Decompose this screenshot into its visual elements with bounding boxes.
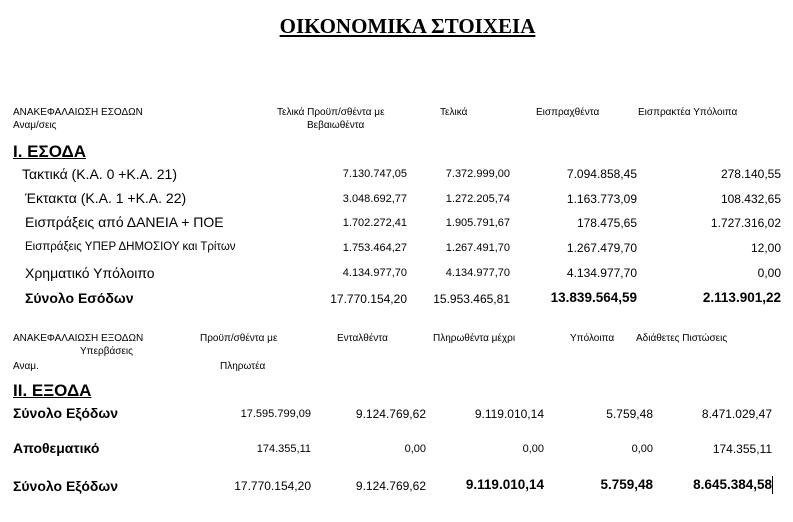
revenue-col3-header: Εισπραχθέντα [536, 107, 600, 118]
revenue-row-label: Έκτακτα (Κ.Α. 1 +Κ.Α. 22) [25, 190, 187, 206]
revenue-total-value: 17.770.154,20 [330, 292, 407, 306]
revenue-col2-header: Τελικά [440, 107, 468, 118]
expenses-col1-subheader: Πληρωτέα [220, 361, 266, 372]
revenue-col1-subheader: Βεβαιωθέντα [307, 120, 365, 131]
expenses-row-value: 5.759,48 [606, 407, 653, 421]
expenses-row-value: 0,00 [522, 443, 544, 455]
revenue-row-label: Εισπράξεις ΥΠΕΡ ΔΗΜΟΣΙΟΥ και Τρίτων [25, 241, 236, 253]
revenue-row-value: 7.094.858,45 [566, 167, 637, 181]
revenue-total-value: 13.839.564,59 [550, 290, 637, 305]
revenue-row-value: 1.727.316,02 [710, 216, 781, 230]
revenue-row-value: 4.134.977,70 [566, 266, 637, 280]
expenses-total-value: 9.119.010,14 [465, 477, 544, 492]
revenue-total-value: 15.953.465,81 [433, 292, 510, 306]
expenses-row-value: 17.595.799,09 [240, 408, 311, 420]
expenses-total-value: 9.124.769,62 [355, 479, 426, 493]
revenue-row-value: 178.475,65 [576, 216, 637, 230]
revenue-row-value: 1.272.205,74 [445, 193, 510, 205]
revenue-row-value: 12,00 [750, 241, 781, 255]
revenue-row-value: 1.163.773,09 [566, 192, 637, 206]
revenue-col4-header: Εισπρακτέα Υπόλοιπα [638, 107, 738, 118]
expenses-total-label: Σύνολο Εξόδων [13, 478, 118, 494]
revenue-row-value: 1.267.491,70 [445, 242, 510, 254]
revenue-summary-header: ΑΝΑΚΕΦΑΛΑΙΩΣΗ ΕΣΟΔΩΝ [13, 107, 143, 118]
expenses-col2-header: Ενταλθέντα [337, 333, 388, 344]
expenses-row-value: 9.124.769,62 [355, 407, 426, 421]
expenses-row-label: Σύνολο Εξόδων [13, 405, 118, 421]
revenue-col1-header: Τελικά Προϋπ/σθέντα με [277, 107, 385, 118]
revenue-total-value: 2.113.901,22 [702, 290, 781, 305]
text-cursor [772, 476, 773, 494]
revenue-row-label: Εισπράξεις από ΔΑΝΕΙΑ + ΠΟΕ [25, 214, 224, 230]
revenue-section-title: Ι. ΕΣΟΔΑ [13, 142, 86, 161]
revenue-row-value: 278.140,55 [720, 167, 781, 181]
expenses-total-value: 8.645.384,58 [693, 477, 772, 492]
revenue-row-value: 1.753.464,27 [342, 242, 407, 254]
expenses-summary-header: ΑΝΑΚΕΦΑΛΑΙΩΣΗ ΕΞΟΔΩΝ [13, 333, 144, 344]
revenue-row-value: 4.134.977,70 [445, 267, 510, 279]
revenue-total-label: Σύνολο Εσόδων [25, 290, 134, 306]
expenses-col1-header: Προϋπ/σθέντα με [200, 333, 278, 344]
expenses-row-value: 0,00 [631, 443, 653, 455]
revenue-row-label: Τακτικά (Κ.Α. 0 +Κ.Α. 21) [22, 166, 177, 182]
revenue-row-value: 108.432,65 [720, 192, 781, 206]
expenses-col3-header: Πληρωθέντα μέχρι [433, 333, 516, 344]
expenses-total-value: 17.770.154,20 [234, 479, 311, 493]
expenses-section-title: ΙΙ. ΕΞΟΔΑ [13, 381, 92, 400]
revenue-row-value: 0,00 [757, 266, 781, 280]
page-title: ΟΙΚΟΝΟΜΙΚΑ ΣΤΟΙΧΕΙΑ [279, 14, 536, 38]
expenses-sub-header: Αναμ. [13, 361, 39, 372]
revenue-row-value: 3.048.692,77 [342, 193, 407, 205]
expenses-row-value: 0,00 [404, 443, 426, 455]
expenses-col5-header: Αδιάθετες Πιστώσεις [636, 333, 728, 344]
expenses-col4-header: Υπόλοιπα [570, 333, 615, 344]
expenses-row-value: 174.355,11 [256, 443, 311, 455]
expenses-row-value: 8.471.029,47 [701, 407, 772, 421]
expenses-row-label: Αποθεματικό [13, 440, 100, 456]
expenses-row-value: 174.355,11 [712, 442, 772, 456]
revenue-row-value: 7.372.999,00 [445, 168, 510, 180]
revenue-summary-subheader: Αναμ/σεις [13, 120, 57, 131]
expenses-row-value: 9.119.010,14 [474, 407, 544, 421]
revenue-row-value: 4.134.977,70 [342, 267, 407, 279]
revenue-row-value: 1.267.479,70 [566, 241, 637, 255]
revenue-row-value: 7.130.747,05 [342, 168, 407, 180]
expenses-total-value: 5.759,48 [600, 477, 653, 492]
revenue-row-value: 1.905.791,67 [445, 217, 510, 229]
revenue-row-value: 1.702.272,41 [342, 217, 407, 229]
revenue-row-label: Χρηματικό Υπόλοιπο [25, 265, 155, 281]
expenses-sub-header: Υπερβάσεις [80, 346, 133, 357]
